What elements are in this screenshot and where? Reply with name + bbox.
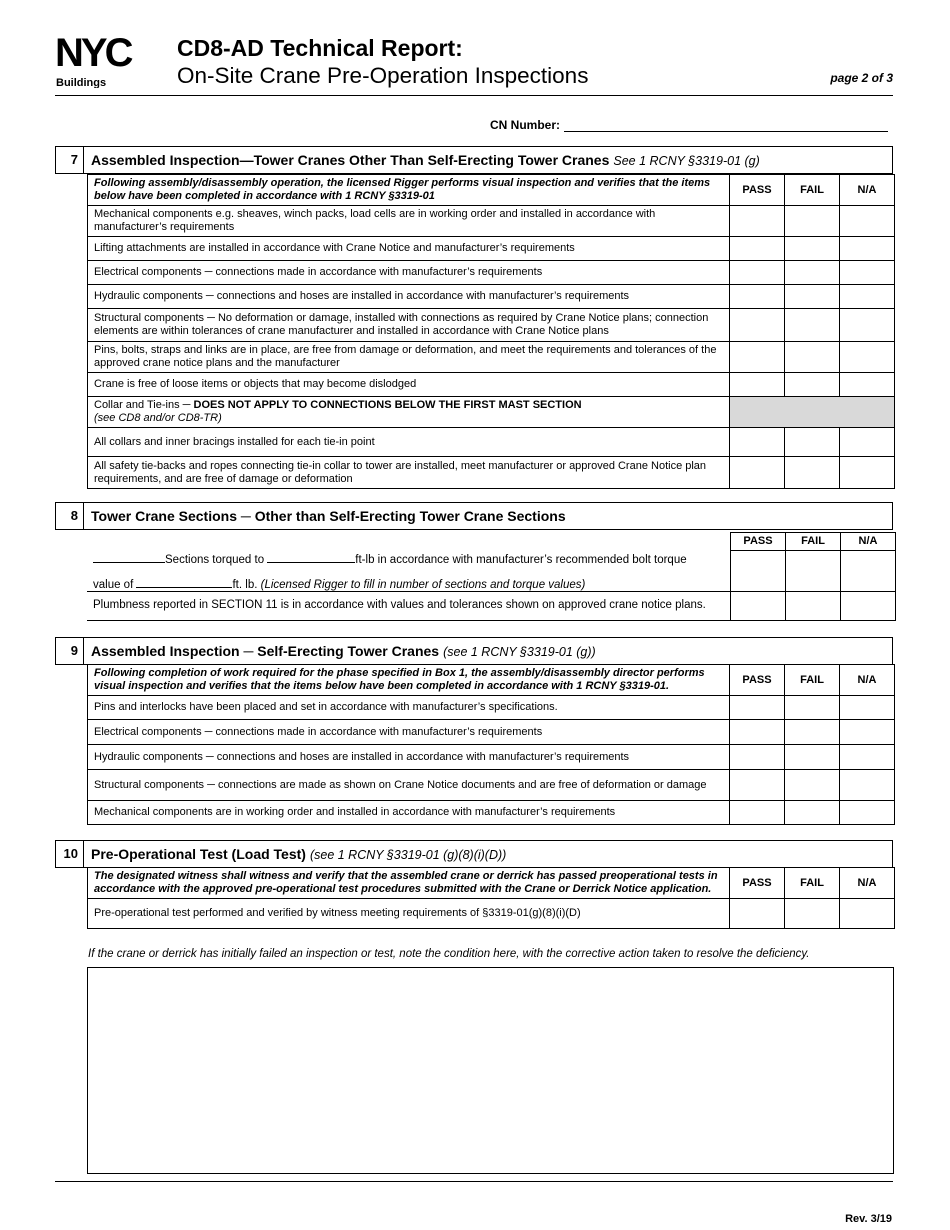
s8-divider <box>87 591 730 592</box>
pass-header: PASS <box>731 533 786 551</box>
na-box[interactable] <box>840 309 895 342</box>
cn-number-label: CN Number: <box>490 118 561 132</box>
na-box[interactable] <box>840 342 895 373</box>
na-box[interactable] <box>840 801 895 825</box>
fail-box[interactable] <box>785 696 840 720</box>
fail-box[interactable] <box>785 285 840 309</box>
pass-box[interactable] <box>730 801 785 825</box>
pass-box[interactable] <box>730 745 785 770</box>
cn-number-field[interactable] <box>564 131 888 132</box>
page-number: page 2 of 3 <box>830 71 893 85</box>
pass-box[interactable] <box>730 696 785 720</box>
section-10-header <box>55 840 893 868</box>
fail-box[interactable] <box>785 428 840 457</box>
na-header: N/A <box>841 533 896 551</box>
footer-divider <box>55 1181 893 1182</box>
fail-box[interactable] <box>786 551 841 592</box>
s7-item-pins: Pins, bolts, straps and links are in place, are free from damage or deformation, and meet the requirements and tolerances of the approved crane notice plans and the manufacturer <box>88 342 730 373</box>
section-10-number: 10 <box>56 841 84 867</box>
torque-field[interactable] <box>267 551 355 563</box>
pass-box[interactable] <box>730 457 785 489</box>
section-8-checkboxes <box>730 532 896 621</box>
header-divider <box>55 95 893 96</box>
fail-box[interactable] <box>785 342 840 373</box>
section-9-intro: Following completion of work required for the phase specified in Box 1, the assembly/disassembly director performs visual inspection and verifies that the items below have been completed in accordance with 1 RCNY §3319-01. <box>88 665 730 696</box>
section-9-header <box>55 637 893 665</box>
s7-collar-shaded <box>730 397 895 428</box>
s7-item-hydraulic: Hydraulic components ─ connections and hoses are installed in accordance with manufacturer’s requirements <box>88 285 730 309</box>
fail-box[interactable] <box>786 592 841 621</box>
revision-label: Rev. 3/19 <box>845 1213 892 1225</box>
fail-box[interactable] <box>785 373 840 397</box>
fail-box[interactable] <box>785 720 840 745</box>
pass-header: PASS <box>730 665 785 696</box>
pass-box[interactable] <box>730 428 785 457</box>
section-7-reference: See 1 RCNY §3319-01 (g) <box>613 154 760 168</box>
s7-item-tiebacks: All safety tie-backs and ropes connecting tie-in collar to tower are installed, meet manufacturer or approved Crane Notice plan requirements, and are free of damage or deformation <box>88 457 730 489</box>
s9-item-structural: Structural components ─ connections are made as shown on Crane Notice documents and are free of deformation or damage <box>88 770 730 801</box>
pass-box[interactable] <box>731 592 786 621</box>
fail-header: FAIL <box>786 533 841 551</box>
section-7-table <box>87 174 895 489</box>
na-box[interactable] <box>840 770 895 801</box>
torque-value-field[interactable] <box>136 576 232 588</box>
section-7-intro: Following assembly/disassembly operation, the licensed Rigger performs visual inspection and verifies that the items below have been completed in accordance with 1 RCNY §3319-01 <box>88 175 730 206</box>
section-8-number: 8 <box>56 503 84 529</box>
na-box[interactable] <box>841 551 896 592</box>
pass-header: PASS <box>730 868 785 899</box>
section-7-title: Assembled Inspection—Tower Cranes Other Than Self-Erecting Tower Cranes See 1 RCNY §3319-01 (g) <box>91 152 760 168</box>
pass-box[interactable] <box>730 261 785 285</box>
s7-item-electrical: Electrical components ─ connections made in accordance with manufacturer’s requirements <box>88 261 730 285</box>
section-8-title: Tower Crane Sections ─ Other than Self-Erecting Tower Crane Sections <box>91 508 566 524</box>
section-9-title: Assembled Inspection ─ Self-Erecting Tower Cranes (see 1 RCNY §3319-01 (g)) <box>91 643 596 659</box>
na-header: N/A <box>840 175 895 206</box>
fail-box[interactable] <box>785 261 840 285</box>
section-10-reference: (see 1 RCNY §3319-01 (g)(8)(i)(D)) <box>309 848 507 862</box>
section-7-header <box>55 146 893 174</box>
s7-item-loose: Crane is free of loose items or objects that may become dislodged <box>88 373 730 397</box>
na-box[interactable] <box>840 261 895 285</box>
pass-box[interactable] <box>730 237 785 261</box>
pass-box[interactable] <box>730 373 785 397</box>
deficiency-notes-box[interactable] <box>87 967 894 1174</box>
s7-item-collars: All collars and inner bracings installed for each tie-in point <box>88 428 730 457</box>
fail-box[interactable] <box>785 237 840 261</box>
fail-box[interactable] <box>785 745 840 770</box>
na-box[interactable] <box>841 592 896 621</box>
s8-bottom-rule <box>87 620 730 621</box>
na-box[interactable] <box>840 720 895 745</box>
logo-buildings-text: Buildings <box>56 77 107 88</box>
fail-header: FAIL <box>785 665 840 696</box>
pass-box[interactable] <box>731 551 786 592</box>
deficiency-note-instruction: If the crane or derrick has initially failed an inspection or test, note the condition here, with the corrective action taken to resolve the deficiency. <box>88 948 810 960</box>
s7-item-lifting: Lifting attachments are installed in accordance with Crane Notice and manufacturer’s requirements <box>88 237 730 261</box>
s10-item-preop-test: Pre-operational test performed and verified by witness meeting requirements of §3319-01(g)(8)(i)(D) <box>88 899 730 929</box>
s9-item-hydraulic: Hydraulic components ─ connections and hoses are installed in accordance with manufacturer’s requirements <box>88 745 730 770</box>
fail-box[interactable] <box>785 309 840 342</box>
s9-item-electrical: Electrical components ─ connections made in accordance with manufacturer’s requirements <box>88 720 730 745</box>
s8-plumbness: Plumbness reported in SECTION 11 is in accordance with values and tolerances shown on approved crane notice plans. <box>93 599 706 611</box>
na-box[interactable] <box>840 428 895 457</box>
section-10-intro: The designated witness shall witness and verify that the assembled crane or derrick has passed preoperational tests in accordance with the approved pre-operational test procedures submitted with the Crane or Derrick Notice application. <box>88 868 730 899</box>
nyc-buildings-logo <box>55 36 161 88</box>
pass-box[interactable] <box>730 309 785 342</box>
pass-box[interactable] <box>730 342 785 373</box>
section-9-table <box>87 664 895 825</box>
section-9-number: 9 <box>56 638 84 664</box>
na-box[interactable] <box>840 285 895 309</box>
na-box[interactable] <box>840 457 895 489</box>
fail-box[interactable] <box>785 899 840 929</box>
fail-box[interactable] <box>785 770 840 801</box>
s9-item-pins: Pins and interlocks have been placed and set in accordance with manufacturer’s specifications. <box>88 696 730 720</box>
sections-count-field[interactable] <box>93 551 165 563</box>
s9-item-mechanical: Mechanical components are in working order and installed in accordance with manufacturer’s requirements <box>88 801 730 825</box>
section-10-table <box>87 867 895 929</box>
pass-box[interactable] <box>730 720 785 745</box>
na-header: N/A <box>840 665 895 696</box>
section-7-number: 7 <box>56 147 84 173</box>
s8-torque-line-2: value of ft. lb. (Licensed Rigger to fill in number of sections and torque values) <box>93 576 585 591</box>
report-subtitle: On-Site Crane Pre-Operation Inspections <box>177 63 589 88</box>
na-box[interactable] <box>840 696 895 720</box>
section-9-reference: (see 1 RCNY §3319-01 (g)) <box>443 645 596 659</box>
fail-box[interactable] <box>785 457 840 489</box>
na-box[interactable] <box>840 237 895 261</box>
logo-nyc-text: NYC <box>55 36 131 75</box>
na-box[interactable] <box>840 745 895 770</box>
section-8-header <box>55 502 893 530</box>
fail-header: FAIL <box>785 175 840 206</box>
fail-header: FAIL <box>785 868 840 899</box>
s7-item-structural: Structural components ─ No deformation or damage, installed with connections as required by Crane Notice plans; connection elements are within tolerances of crane manufacturer and installed in accordance with Crane Notice plans <box>88 309 730 342</box>
section-10-title: Pre-Operational Test (Load Test) (see 1 RCNY §3319-01 (g)(8)(i)(D)) <box>91 846 507 862</box>
pass-box[interactable] <box>730 899 785 929</box>
na-box[interactable] <box>840 899 895 929</box>
s7-collar-heading: Collar and Tie-ins ─ DOES NOT APPLY TO CONNECTIONS BELOW THE FIRST MAST SECTION (see CD8 and/or CD8-TR) <box>88 397 730 428</box>
s7-item-mechanical: Mechanical components e.g. sheaves, winch packs, load cells are in working order and installed in accordance with manufacturer’s requirements <box>88 206 730 237</box>
report-title: CD8-AD Technical Report: <box>177 35 463 61</box>
na-header: N/A <box>840 868 895 899</box>
na-box[interactable] <box>840 206 895 237</box>
fail-box[interactable] <box>785 206 840 237</box>
pass-box[interactable] <box>730 770 785 801</box>
pass-header: PASS <box>730 175 785 206</box>
s8-torque-line-1: Sections torqued to ft-lb in accordance with manufacturer’s recommended bolt torque <box>93 551 687 566</box>
fail-box[interactable] <box>785 801 840 825</box>
pass-box[interactable] <box>730 285 785 309</box>
pass-box[interactable] <box>730 206 785 237</box>
na-box[interactable] <box>840 373 895 397</box>
